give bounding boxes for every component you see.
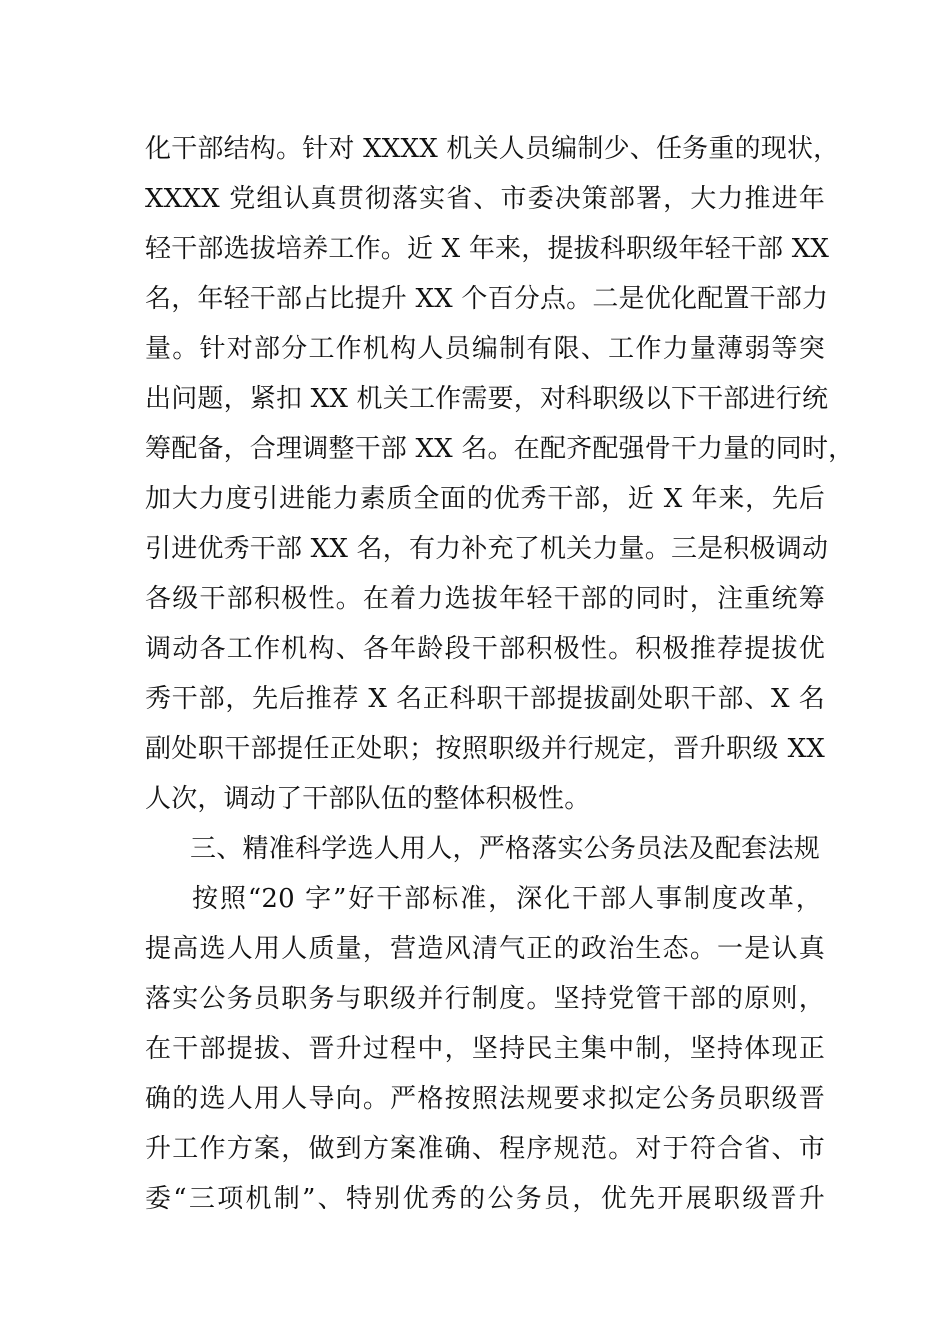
text-line: 按照“20 字”好干部标准，深化干部人事制度改革， (192, 884, 822, 914)
text-line: 化干部结构。针对 XXXX 机关人员编制少、任务重的现状， (145, 134, 840, 164)
text-line: 加大力度引进能力素质全面的优秀干部，近 X 年来，先后 (145, 484, 825, 514)
text-line: 提高选人用人质量，营造风清气正的政治生态。一是认真 (145, 934, 825, 964)
text-line: 出问题，紧扣 XX 机关工作需要，对科职级以下干部进行统 (145, 384, 829, 414)
text-line: 名，年轻干部占比提升 XX 个百分点。二是优化配置干部力 (145, 284, 829, 314)
text-line: 升工作方案，做到方案准确、程序规范。对于符合省、市 (145, 1134, 825, 1164)
text-line: 各级干部积极性。在着力选拔年轻干部的同时，注重统筹 (145, 584, 825, 614)
text-line: 落实公务员职务与职级并行制度。坚持党管干部的原则， (145, 984, 825, 1014)
text-line: 在干部提拔、晋升过程中，坚持民主集中制，坚持体现正 (145, 1034, 825, 1064)
text-line: 引进优秀干部 XX 名，有力补充了机关力量。三是积极调动 (145, 534, 829, 564)
text-line: 确的选人用人导向。严格按照法规要求拟定公务员职级晋 (145, 1084, 825, 1114)
text-line: 秀干部，先后推荐 X 名正科职干部提拔副处职干部、X 名 (145, 684, 825, 714)
text-line: 筹配备，合理调整干部 XX 名。在配齐配强骨干力量的同时， (145, 434, 855, 464)
text-line: 委“三项机制”、特别优秀的公务员，优先开展职级晋升 (145, 1184, 825, 1214)
text-line: 副处职干部提任正处职；按照职级并行规定，晋升职级 XX (145, 734, 825, 764)
text-line: 调动各工作机构、各年龄段干部积极性。积极推荐提拔优 (145, 634, 825, 664)
text-line: 人次，调动了干部队伍的整体积极性。 (145, 784, 591, 814)
text-line: 轻干部选拔培养工作。近 X 年来，提拔科职级年轻干部 XX (145, 234, 830, 264)
text-line: 量。针对部分工作机构人员编制有限、工作力量薄弱等突 (145, 334, 825, 364)
text-line: XXXX 党组认真贯彻落实省、市委决策部署，大力推进年 (145, 184, 825, 214)
section-heading: 三、精准科学选人用人，严格落实公务员法及配套法规 (190, 834, 820, 864)
